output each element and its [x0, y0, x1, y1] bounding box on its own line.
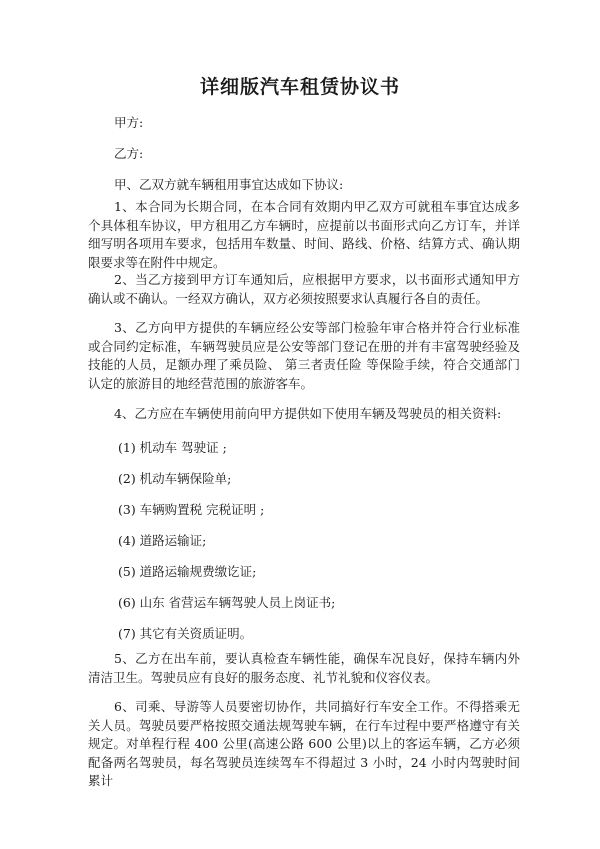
document-title: 详细版汽车租赁协议书	[199, 76, 400, 98]
document-list-item: (2) 机动车辆保险单;	[118, 471, 232, 486]
clause-2: 2、当乙方接到甲方订车通知后，应根据甲方要求，以书面形式通知甲方确认或不确认。一经双方确认，双方必须按照要求认真履行各自的责任。	[88, 272, 520, 306]
document-list-item: (7) 其它有关资质证明。	[118, 626, 253, 641]
document-list-item: (6) 山东 省营运车辆驾驶人员上岗证书;	[118, 595, 336, 610]
clause-5: 5、乙方在出车前，要认真检查车辆性能，确保车况良好，保持车辆内外清洁卫生。驾驶员应有良好的服务态度、礼节礼貌和仪容仪表。	[88, 651, 520, 685]
clause-4: 4、乙方应在车辆使用前向甲方提供如下使用车辆及驾驶员的相关资料:	[114, 406, 502, 421]
document-list-item: (3) 车辆购置税 完税证明 ;	[118, 502, 265, 517]
agreement-intro: 甲、乙双方就车辆租用事宜达成如下协议:	[114, 177, 344, 192]
document-list-item: (4) 道路运输证;	[118, 533, 207, 548]
document-list-item: (1) 机动车 驾驶证 ;	[118, 440, 227, 455]
clause-1: 1、本合同为长期合同，在本合同有效期内甲乙双方可就租车事宜达成多个具体租车协议，甲方租用乙方车辆时，应提前以书面形式向乙方订车，并详细写明各项用车要求，包括用车数量、时间、路线、价格、结算方式、确认期限要求等在附件中规定。	[88, 199, 520, 270]
document-list-item: (5) 道路运输规费缴讫证;	[118, 564, 257, 579]
party-b-line: 乙方:	[114, 146, 144, 161]
party-a-line: 甲方:	[114, 115, 144, 130]
clause-6: 6、司乘、导游等人员要密切协作，共同搞好行车安全工作。不得搭乘无关人员。驾驶员要严格按照交通法规驾驶车辆，在行车过程中要严格遵守有关规定。对单程行程 400 公里(高速公路 600 公里)以上的客运车辆，乙方必须配备两名驾驶员，每名驾驶员连续驾车不得超过 3 小时，24 小时内驾驶时间累计	[88, 699, 520, 788]
clause-3: 3、乙方向甲方提供的车辆应经公安等部门检验年审合格并符合行业标准或合同约定标准，车辆驾驶员应是公安等部门登记在册的并有丰富驾驶经验及技能的人员，足额办理了乘员险、 第三者责任险 等保险手续，符合交通部门认定的旅游目的地经营范围的旅游客车。	[88, 320, 520, 391]
